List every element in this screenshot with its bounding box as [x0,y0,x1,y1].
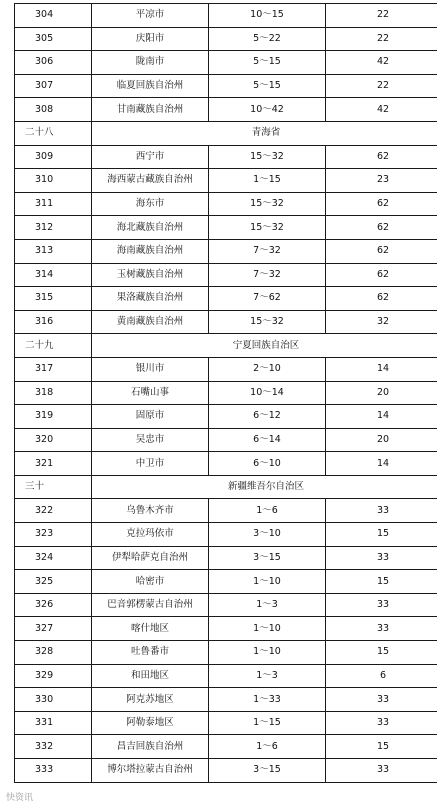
table-row [15,735,437,759]
count-value: 33 [326,759,437,783]
table-row [15,641,437,665]
table-row [15,617,437,641]
range-value: 1～10 [209,641,326,665]
table-row [15,357,437,381]
row-number: 309 [15,145,92,169]
count-value: 33 [326,546,437,570]
row-number: 316 [15,310,92,334]
province-number: 二十八 [15,121,92,145]
row-number: 331 [15,711,92,735]
table-row [15,74,437,98]
row-number: 318 [15,381,92,405]
row-number: 330 [15,688,92,712]
range-value: 15～32 [209,192,326,216]
range-value: 6～14 [209,428,326,452]
table-row [15,51,437,75]
row-number: 305 [15,27,92,51]
count-value: 23 [326,169,437,193]
row-number: 326 [15,593,92,617]
table-row [15,98,437,122]
range-value: 7～32 [209,263,326,287]
city-name: 海南藏族自治州 [92,239,209,263]
city-name: 克拉玛依市 [92,523,209,547]
row-number: 328 [15,641,92,665]
range-value: 10～42 [209,98,326,122]
count-value: 62 [326,216,437,240]
count-value: 15 [326,523,437,547]
city-name: 喀什地区 [92,617,209,641]
watermark: 快资讯 [6,793,34,803]
row-number: 333 [15,759,92,783]
city-name: 甘南藏族自治州 [92,98,209,122]
city-name: 海北藏族自治州 [92,216,209,240]
count-value: 14 [326,405,437,429]
table-row [15,145,437,169]
city-name: 银川市 [92,357,209,381]
count-value: 42 [326,98,437,122]
count-value: 62 [326,239,437,263]
city-name: 海西蒙古藏族自治州 [92,169,209,193]
range-value: 7～32 [209,239,326,263]
table-row [15,499,437,523]
row-number: 310 [15,169,92,193]
city-table [14,3,437,783]
count-value: 62 [326,287,437,311]
range-value: 1～33 [209,688,326,712]
table-row [15,664,437,688]
row-number: 317 [15,357,92,381]
count-value: 15 [326,735,437,759]
city-name: 玉树藏族自治州 [92,263,209,287]
city-name: 西宁市 [92,145,209,169]
count-value: 33 [326,711,437,735]
range-value: 3～10 [209,523,326,547]
province-number: 三十 [15,475,92,499]
city-name: 临夏回族自治州 [92,74,209,98]
row-number: 315 [15,287,92,311]
table-row [15,405,437,429]
range-value: 2～10 [209,357,326,381]
city-name: 海东市 [92,192,209,216]
city-name: 博尔塔拉蒙古自治州 [92,759,209,783]
city-name: 巴音郭楞蒙古自治州 [92,593,209,617]
row-number: 322 [15,499,92,523]
range-value: 1～6 [209,735,326,759]
table-row [15,192,437,216]
range-value: 5～22 [209,27,326,51]
city-name: 伊犁哈萨克自治州 [92,546,209,570]
count-value: 15 [326,570,437,594]
table-row [15,239,437,263]
range-value: 7～62 [209,287,326,311]
range-value: 1～15 [209,169,326,193]
range-value: 15～32 [209,216,326,240]
city-name: 石嘴山事 [92,381,209,405]
row-number: 311 [15,192,92,216]
city-name: 黄南藏族自治州 [92,310,209,334]
row-number: 307 [15,74,92,98]
table-row [15,287,437,311]
count-value: 32 [326,310,437,334]
row-number: 319 [15,405,92,429]
table-row [15,711,437,735]
range-value: 3～15 [209,759,326,783]
table-row [15,688,437,712]
city-name: 吐鲁番市 [92,641,209,665]
count-value: 20 [326,381,437,405]
row-number: 325 [15,570,92,594]
province-row [15,121,437,145]
range-value: 10～14 [209,381,326,405]
count-value: 6 [326,664,437,688]
table-row [15,570,437,594]
province-name: 新疆维吾尔自治区 [92,475,437,499]
province-name: 宁夏回族自治区 [92,334,437,358]
count-value: 33 [326,688,437,712]
row-number: 332 [15,735,92,759]
range-value: 1～3 [209,664,326,688]
range-value: 1～15 [209,711,326,735]
range-value: 1～10 [209,570,326,594]
city-name: 果洛藏族自治州 [92,287,209,311]
range-value: 10～15 [209,4,326,28]
table-row [15,546,437,570]
province-row [15,475,437,499]
city-name: 阿克苏地区 [92,688,209,712]
table-row [15,428,437,452]
count-value: 22 [326,4,437,28]
row-number: 306 [15,51,92,75]
table-row [15,216,437,240]
range-value: 3～15 [209,546,326,570]
table-row [15,381,437,405]
province-number: 二十九 [15,334,92,358]
range-value: 1～10 [209,617,326,641]
range-value: 6～12 [209,405,326,429]
city-name: 中卫市 [92,452,209,476]
row-number: 324 [15,546,92,570]
range-value: 15～32 [209,145,326,169]
table-row [15,310,437,334]
count-value: 14 [326,452,437,476]
table-row [15,169,437,193]
row-number: 308 [15,98,92,122]
count-value: 14 [326,357,437,381]
row-number: 304 [15,4,92,28]
count-value: 62 [326,263,437,287]
table-row [15,4,437,28]
city-name: 哈密市 [92,570,209,594]
range-value: 5～15 [209,51,326,75]
city-name: 昌吉回族自治州 [92,735,209,759]
count-value: 33 [326,617,437,641]
row-number: 313 [15,239,92,263]
city-name: 固原市 [92,405,209,429]
table-row [15,263,437,287]
range-value: 5～15 [209,74,326,98]
province-row [15,334,437,358]
table-row [15,759,437,783]
count-value: 33 [326,499,437,523]
count-value: 62 [326,192,437,216]
row-number: 314 [15,263,92,287]
city-name: 阿勒泰地区 [92,711,209,735]
province-name: 青海省 [92,121,437,145]
table-row [15,523,437,547]
row-number: 327 [15,617,92,641]
count-value: 15 [326,641,437,665]
range-value: 1～3 [209,593,326,617]
row-number: 323 [15,523,92,547]
city-name: 乌鲁木齐市 [92,499,209,523]
count-value: 20 [326,428,437,452]
row-number: 312 [15,216,92,240]
table-row [15,593,437,617]
count-value: 42 [326,51,437,75]
table-row [15,27,437,51]
count-value: 62 [326,145,437,169]
range-value: 1～6 [209,499,326,523]
row-number: 329 [15,664,92,688]
city-name: 平凉市 [92,4,209,28]
row-number: 320 [15,428,92,452]
table-row [15,452,437,476]
table-body [15,4,437,783]
city-name: 吴忠市 [92,428,209,452]
count-value: 22 [326,27,437,51]
city-name: 和田地区 [92,664,209,688]
range-value: 6～10 [209,452,326,476]
row-number: 321 [15,452,92,476]
count-value: 22 [326,74,437,98]
city-name: 陇南市 [92,51,209,75]
city-name: 庆阳市 [92,27,209,51]
range-value: 15～32 [209,310,326,334]
count-value: 33 [326,593,437,617]
